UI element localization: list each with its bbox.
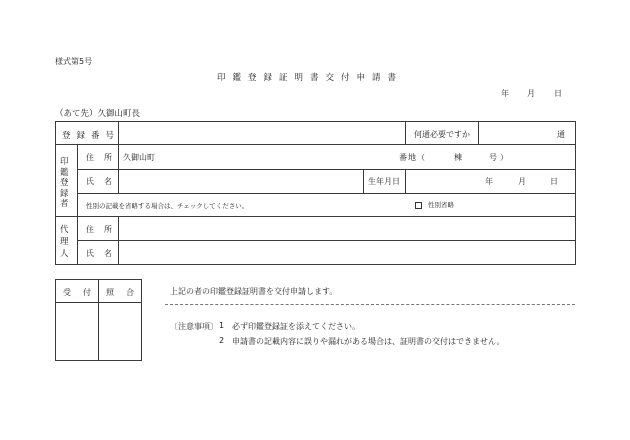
dob-month: 月 <box>518 177 526 186</box>
addressee: （あて先）久御山町長 <box>55 109 141 119</box>
gender-note: 性別の記載を省略する場合は、チェックしてください。 <box>86 202 249 210</box>
date-month: 月 <box>527 89 535 98</box>
separator-line <box>165 304 575 305</box>
date-year: 年 <box>501 89 509 98</box>
address-prefix: 久御山町 <box>123 153 155 162</box>
dob-day: 日 <box>550 177 558 186</box>
agent-address-field[interactable] <box>120 218 572 238</box>
name-label: 氏名 <box>86 177 122 186</box>
application-statement: 上記の者の印鑑登録証明書を交付申請します。 <box>170 287 338 296</box>
agent-label: 代 理 人 <box>60 225 69 259</box>
copies-label: 何通必要ですか <box>414 130 470 139</box>
copies-field[interactable] <box>480 123 558 143</box>
gender-omit-checkbox[interactable] <box>415 200 454 209</box>
form-number: 様式第5号 <box>55 57 93 66</box>
copies-unit: 通 <box>557 130 565 139</box>
registration-number-label: 登録番号 <box>62 131 121 141</box>
gender-omit-label: 性別省略 <box>428 201 454 209</box>
address-label: 住所 <box>86 153 122 162</box>
notes-heading: 〔注意事項〕 <box>170 322 218 331</box>
registration-number-field[interactable] <box>120 123 403 143</box>
registrant-label: 印 鑑 登 録 者 <box>60 157 69 209</box>
dob-year: 年 <box>485 177 493 186</box>
banchi-label: 番地（ <box>399 153 426 162</box>
agent-address-label: 住所 <box>86 225 122 234</box>
note-1-text: 必ず印鑑登録証を添えてください。 <box>232 322 360 331</box>
note-2-number: 2 <box>219 336 225 345</box>
checkbox-icon[interactable] <box>415 202 422 209</box>
go-label: 号） <box>489 153 511 162</box>
date-day: 日 <box>554 89 562 98</box>
verification-label: 照合 <box>106 288 146 297</box>
name-field[interactable] <box>120 171 361 191</box>
form-title: 印鑑登録証明書交付申請書 <box>217 73 404 83</box>
dob-label: 生年月日 <box>368 177 400 186</box>
note-2-text: 申請書の記載内容に誤りや漏れがある場合は、証明書の交付はできません。 <box>232 337 505 346</box>
note-1-number: 1 <box>219 321 225 330</box>
tou-label: 棟 <box>454 153 462 162</box>
receipt-label: 受付 <box>63 288 103 297</box>
agent-name-field[interactable] <box>120 242 572 262</box>
agent-name-label: 氏名 <box>86 249 122 258</box>
address-field[interactable] <box>162 147 394 166</box>
